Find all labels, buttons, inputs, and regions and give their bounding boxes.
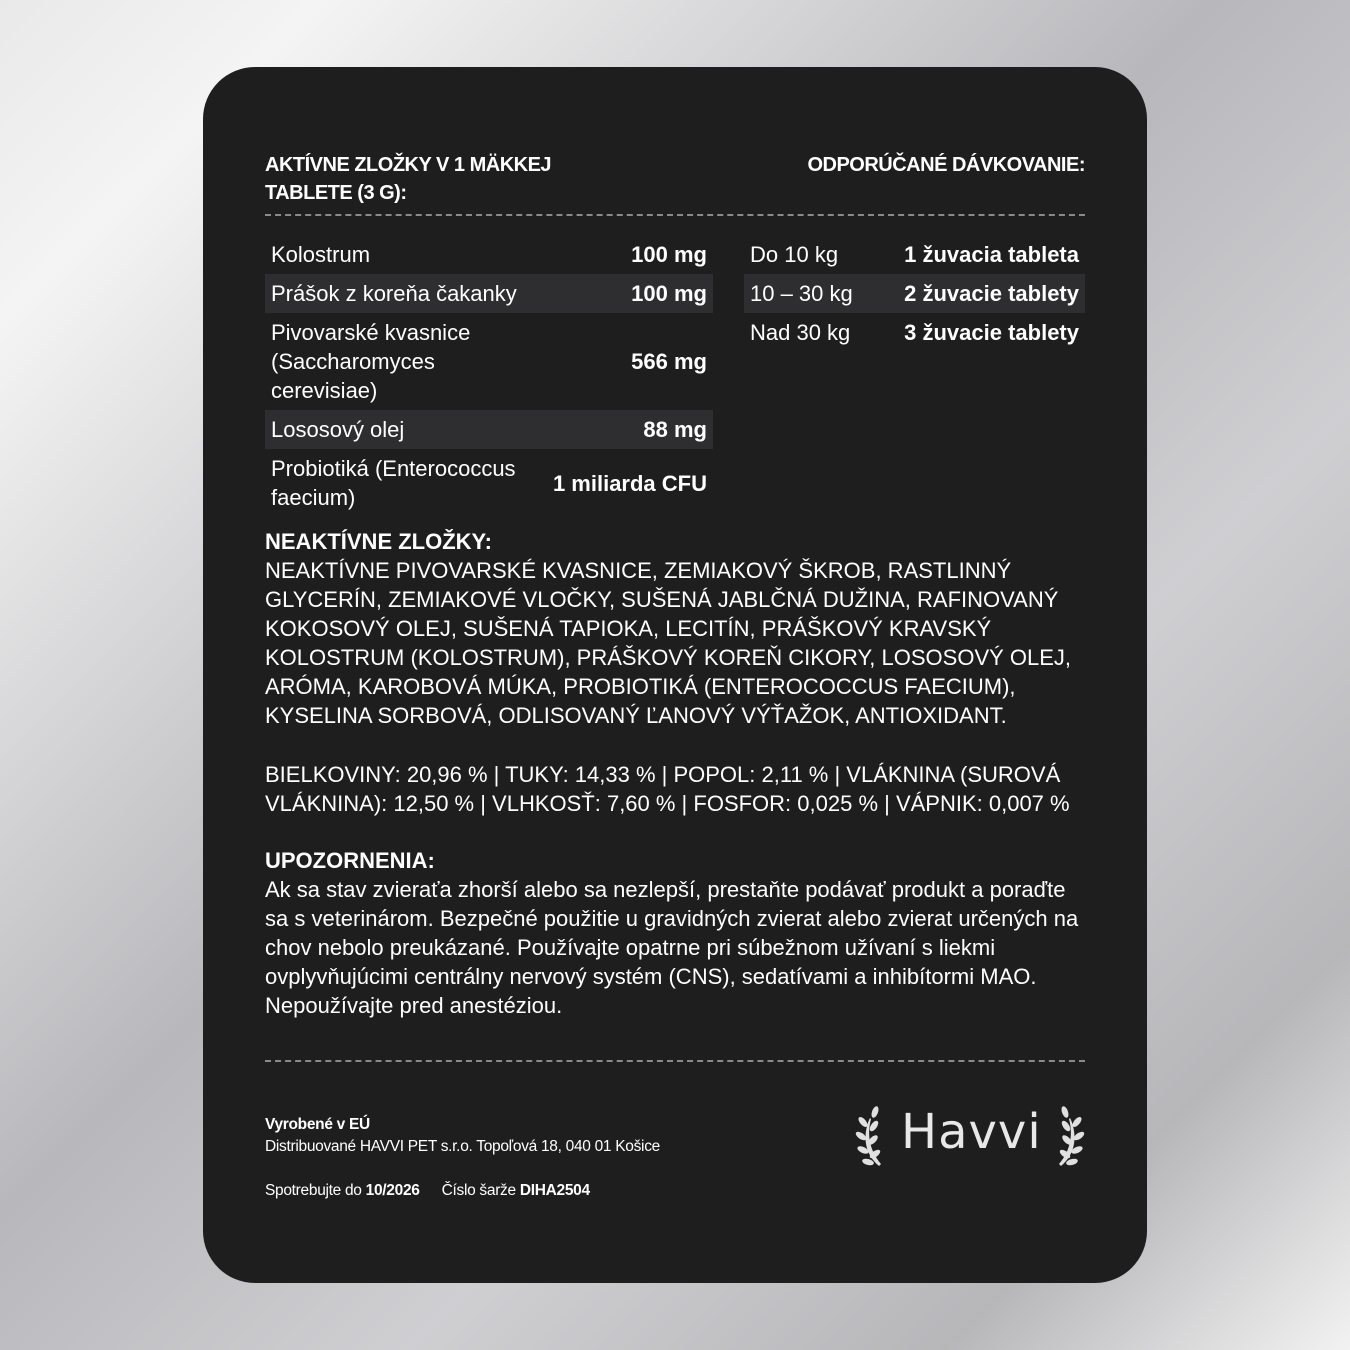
dosage-amount: 2 žuvacie tablety (874, 274, 1085, 313)
expiry-value: 10/2026 (365, 1182, 420, 1199)
product-label-card (203, 67, 1147, 1283)
dashed-divider-top (265, 214, 1085, 216)
warnings-title: UPOZORNENIA: (265, 848, 435, 873)
dosage-table (744, 235, 1085, 352)
batch-value: DIHA2504 (519, 1182, 590, 1199)
dosage-weight: Do 10 kg (750, 242, 839, 267)
table-row (744, 274, 1085, 313)
ingredient-amount: 566 mg (631, 349, 707, 374)
inactive-ingredients-text: NEAKTÍVNE PIVOVARSKÉ KVASNICE, ZEMIAKOVÝ ŠKROB, RASTLINNÝ GLYCERÍN, ZEMIAKOVÉ VLOČKY, SUŠENÁ JABLČNÁ DUŽINA, RAFINOVANÝ KOKOSOVÝ OLEJ, SUŠENÁ TAPIOKA, LECITÍN, PRÁŠKOVÝ KRAVSKÝ KOLOSTRUM (KOLOSTRUM), PRÁŠKOVÝ KOREŇ CIKORY, LOSOSOVÝ OLEJ, ARÓMA, KAROBOVÁ MÚKA, PROBIOTIKÁ (ENTEROCOCCUS FAECIUM), KYSELINA SORBOVÁ, ODLISOVANÝ ĽANOVÝ VÝŤAŽOK, ANTIOXIDANT. (265, 558, 1072, 728)
table-row (265, 235, 713, 274)
laurel-icon (1051, 1104, 1085, 1168)
expiry-label: Spotrebujte do (265, 1182, 362, 1199)
ingredient-amount: 1 miliarda CFU (552, 470, 707, 496)
manufacturer-info (265, 1114, 660, 1158)
distributor-text: Distribuované HAVVI PET s.r.o. Topoľová 18, 040 01 Košice (265, 1138, 660, 1155)
dosage-amount: 3 žuvacie tablety (904, 320, 1079, 345)
logo-text: Havvi (901, 1104, 1042, 1160)
dosage-weight: Nad 30 kg (750, 320, 851, 345)
made-in-label: Vyrobené v EÚ (265, 1116, 370, 1133)
inactive-ingredients-title: NEAKTÍVNE ZLOŽKY: (265, 529, 492, 554)
inactive-ingredients-section (265, 527, 1085, 730)
active-ingredients-table (265, 235, 713, 517)
laurel-icon (855, 1104, 889, 1168)
dosage-heading: ODPORÚČANÉ DÁVKOVANIE: (807, 154, 1085, 176)
dosage-amount: 1 žuvacia tableta (904, 242, 1079, 267)
table-row (265, 274, 713, 313)
active-ingredients-heading: AKTÍVNE ZLOŽKY V 1 MÄKKEJ TABLETE (3 G): (265, 154, 552, 204)
ingredient-name: Pivovarské kvasnice (Saccharomyces cerevisiae) (271, 320, 471, 403)
warnings-text: Ak sa stav zvieraťa zhorší alebo sa nezlepší, prestaňte podávať produkt a poraďte sa s veterinárom. Bezpečné použitie u gravidných zvierat alebo zvierat určených na chov nebolo preukázané. Používajte opatrne pri súbežnom užívaní s liekmi ovplyvňujúcimi centrálny nervový systém (CNS), sedatívami a inhibítormi MAO. Nepoužívajte pred anestéziou. (265, 877, 1079, 1018)
ingredient-name: Kolostrum (271, 242, 371, 267)
warnings-section (265, 846, 1085, 1020)
ingredient-amount: 88 mg (547, 410, 713, 449)
ingredient-amount: 100 mg (547, 274, 713, 313)
expiry-batch-line (265, 1180, 590, 1202)
table-row (265, 449, 713, 517)
nutrition-values: BIELKOVINY: 20,96 % | TUKY: 14,33 % | POPOL: 2,11 % | VLÁKNINA (SUROVÁ VLÁKNINA): 12,50 % | VLHKOSŤ: 7,60 % | FOSFOR: 0,025 % | VÁPNIK: 0,007 % (265, 762, 1070, 816)
ingredient-name: Prášok z koreňa čakanky (265, 274, 547, 313)
ingredient-name: Lososový olej (265, 410, 547, 449)
table-row (265, 313, 713, 410)
ingredient-name: Probiotiká (Enterococcus faecium) (271, 456, 516, 510)
batch-label: Číslo šarže (441, 1182, 516, 1199)
havvi-logo (855, 1100, 1085, 1170)
table-row (744, 235, 1085, 274)
ingredient-amount: 100 mg (631, 242, 707, 267)
dosage-weight: 10 – 30 kg (744, 274, 874, 313)
table-row (744, 313, 1085, 352)
dashed-divider-bottom (265, 1060, 1085, 1062)
table-row (265, 410, 713, 449)
